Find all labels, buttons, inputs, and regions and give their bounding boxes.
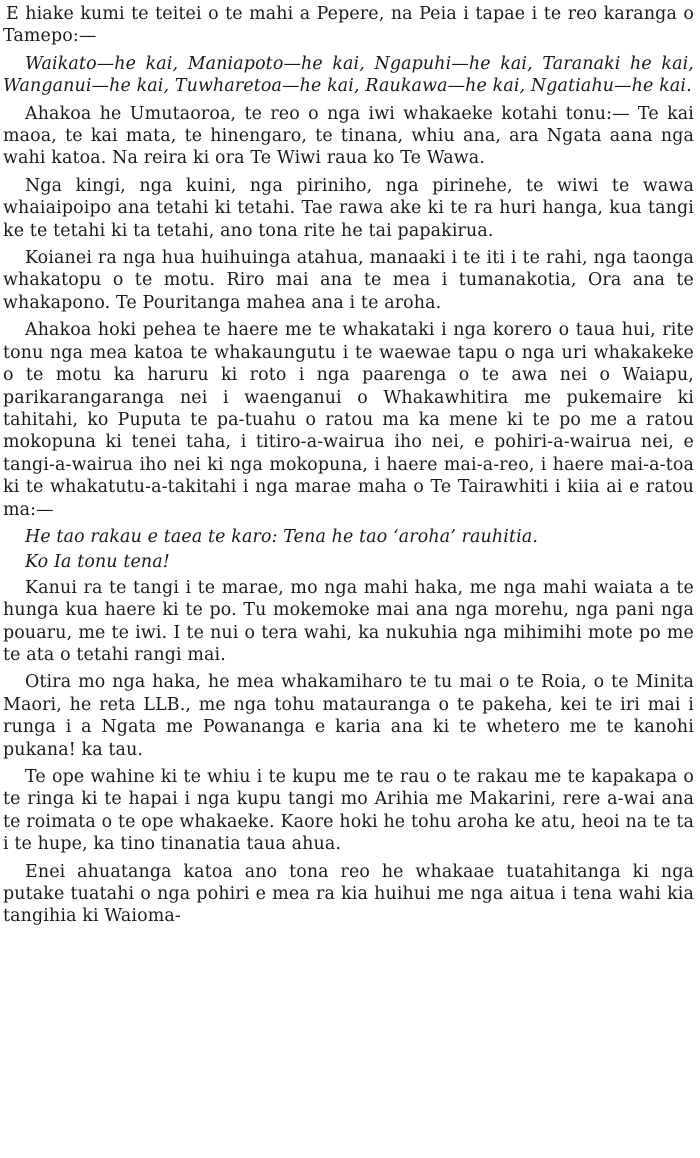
proverb-line: He tao rakau e taea te karo: Tena he tao ‘aroha’ rauhitia. bbox=[25, 526, 539, 547]
paragraph: Kanui ra te tangi i te marae, mo nga mahi haka, me nga mahi waiata a te hunga kua haere ki te po. Tu mokemoke mai ana nga morehu, nga pani nga pouaru, me te iwi. I te nui o tera wahi, ka nukuhia nga mihimihi mote po me te ata o tetahi rangi mai. bbox=[3, 577, 694, 665]
proverb-line: Ko Ia tonu tena! bbox=[25, 552, 170, 573]
paragraph: Nga kingi, nga kuini, nga piriniho, nga pirinehe, te wiwi te wawa whaiaipoipo ana tetahi ki tetahi. Tae rawa ake ki te ra huri hanga, kua tangi ke te tetahi ki ta tetahi, ano tona rite he tai papakirua. bbox=[3, 175, 694, 241]
paragraph: Koianei ra nga hua huihuinga atahua, manaaki i te iti i te rahi, nga taonga whakatopu o te motu. Riro mai ana te mea i tumanakotia, Ora ana te whakapono. Te Pouritanga mahea ana i te aroha. bbox=[3, 248, 694, 313]
paragraph: Otira mo nga haka, he mea whakamiharo te tu mai o te Roia, o te Minita Maori, he reta LLB., me nga tohu matauranga o te pakeha, kei te iri mai i runga i a Ngata me Powananga e karia ana ki te whetero me te kanohi pukana! ka tau. bbox=[3, 672, 694, 760]
paragraph: Ahakoa he Umutaoroa, te reo o nga iwi whakaeke kotahi tonu:— Te kai maoa, te kai mata, te hinengaro, te tinana, whiu ana, ara Ngata aana nga wahi katoa. Na reira ki ora Te Wiwi raua ko Te Wawa. bbox=[3, 103, 694, 169]
paragraph-opening: E hiake kumi te teitei o te mahi a Pepere, na Peia i tapae i te reo karanga o Tamepo:— bbox=[3, 4, 694, 47]
paragraph-chant: Waikato—he kai, Maniapoto—he kai, Ngapuhi—he kai, Taranaki he kai, Wanganui—he kai, Tuwharetoa—he kai, Raukawa—he kai, Ngatiahu—he kai. bbox=[3, 53, 694, 97]
paragraph: Enei ahuatanga katoa ano tona reo he whakaae tuatahitanga ki nga putake tuatahi o nga pohiri e mea ra kia huihui me nga aitua i tena wahi kia tangihia ki Waioma- bbox=[3, 861, 694, 927]
paragraph: Te ope wahine ki te whiu i te kupu me te rau o te rakau me te kapakapa o te ringa ki te hapai i nga kupu tangi mo Arihia me Makarini, rere a-wai ana te roimata o te ope whakaeke. Kaore hoki he tohu aroha ke atu, heoi na te ta i te hupe, ka tino tinanatia taua ahua. bbox=[3, 767, 694, 855]
paragraph: Ahakoa hoki pehea te haere me te whakataki i nga korero o taua hui, rite tonu nga mea katoa te whakaungutu i te waewae tapu o nga uri whakakeke o te motu ka haruru ki roto i nga paarenga o te awa nei o Waiapu, parikarangaranga nei i waenganui o Whakawhitira me pukemaire ki tahitahi, ko Puputa te pa-tuahu o ratou ma ka mene ki te po me a ratou mokopuna ki tenei taha, i titiro-a-wairua iho nei, e pohiri-a-wairua nei, e tangi-a-wairua iho nei ki nga mokopuna, i haere mai-a-reo, i haere mai-a-toa ki te whakatutu-a-takitahi i nga marae maha o Te Tairawhiti i kiia ai e ratou ma:— bbox=[3, 320, 694, 520]
